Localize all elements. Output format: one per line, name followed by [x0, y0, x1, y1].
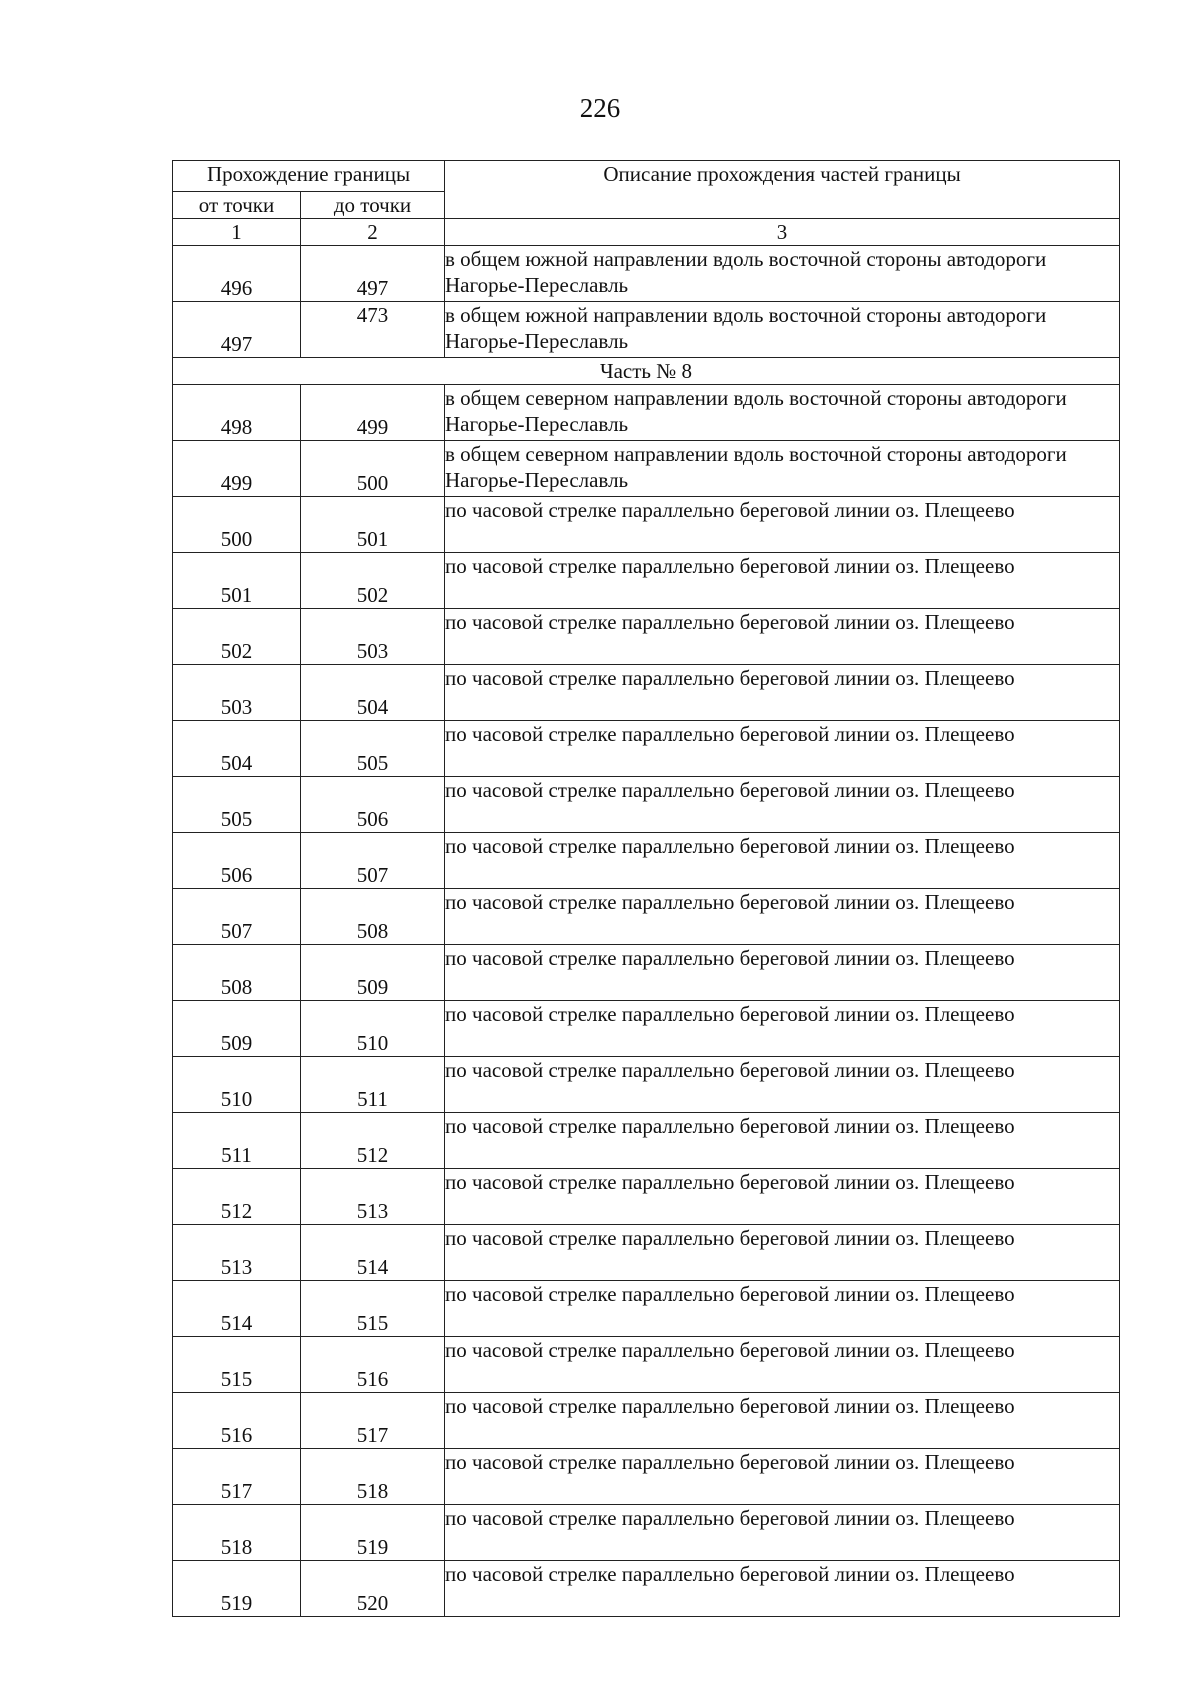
from-point-cell: 508: [173, 945, 301, 1001]
description-cell: по часовой стрелке параллельно береговой линии оз. Плещеево: [445, 1561, 1120, 1617]
to-point-cell: 519: [301, 1505, 445, 1561]
to-point-cell: 502: [301, 553, 445, 609]
from-point-cell: 498: [173, 385, 301, 441]
from-point-cell: 510: [173, 1057, 301, 1113]
description-cell: по часовой стрелке параллельно береговой линии оз. Плещеево: [445, 1001, 1120, 1057]
table-row: [173, 1225, 1120, 1281]
to-point-cell: 509: [301, 945, 445, 1001]
description-cell: в общем южной направлении вдоль восточной стороны автодороги Нагорье-Переславль: [445, 246, 1120, 302]
table-row: [173, 721, 1120, 777]
header-group-title: Прохождение границы: [173, 161, 445, 192]
table-row: [173, 945, 1120, 1001]
description-cell: по часовой стрелке параллельно береговой линии оз. Плещеево: [445, 1393, 1120, 1449]
table-row: [173, 1561, 1120, 1617]
description-cell: по часовой стрелке параллельно береговой линии оз. Плещеево: [445, 721, 1120, 777]
from-point-cell: 513: [173, 1225, 301, 1281]
page-number: 226: [579, 93, 621, 123]
part-section: [173, 358, 1120, 385]
to-point-cell: 513: [301, 1169, 445, 1225]
table-row: [173, 385, 1120, 441]
description-cell: по часовой стрелке параллельно береговой линии оз. Плещеево: [445, 1225, 1120, 1281]
table-row: [173, 441, 1120, 497]
description-cell: по часовой стрелке параллельно береговой линии оз. Плещеево: [445, 1449, 1120, 1505]
from-point-cell: 504: [173, 721, 301, 777]
description-cell: по часовой стрелке параллельно береговой линии оз. Плещеево: [445, 833, 1120, 889]
from-point-cell: 517: [173, 1449, 301, 1505]
header-from-point: от точки: [173, 192, 301, 219]
description-cell: по часовой стрелке параллельно береговой линии оз. Плещеево: [445, 665, 1120, 721]
table-row: [173, 889, 1120, 945]
description-cell: по часовой стрелке параллельно береговой линии оз. Плещеево: [445, 609, 1120, 665]
table-row: [173, 777, 1120, 833]
to-point-cell: 508: [301, 889, 445, 945]
rows-after-part: [173, 385, 1120, 1617]
to-point-cell: 506: [301, 777, 445, 833]
to-point-cell: 514: [301, 1225, 445, 1281]
to-point-cell: 503: [301, 609, 445, 665]
to-point-cell: 520: [301, 1561, 445, 1617]
from-point-cell: 506: [173, 833, 301, 889]
description-cell: по часовой стрелке параллельно береговой линии оз. Плещеево: [445, 1281, 1120, 1337]
to-point-cell: 511: [301, 1057, 445, 1113]
description-cell: по часовой стрелке параллельно береговой линии оз. Плещеево: [445, 1505, 1120, 1561]
from-point-cell: 507: [173, 889, 301, 945]
table-row: [173, 1337, 1120, 1393]
description-cell: в общем северном направлении вдоль восточной стороны автодороги Нагорье-Переславль: [445, 385, 1120, 441]
from-point-cell: 501: [173, 553, 301, 609]
from-point-cell: 518: [173, 1505, 301, 1561]
table-row: [173, 609, 1120, 665]
table-row: [173, 1281, 1120, 1337]
table-row: [173, 497, 1120, 553]
to-point-cell: 510: [301, 1001, 445, 1057]
from-point-cell: 496: [173, 246, 301, 302]
from-point-cell: 511: [173, 1113, 301, 1169]
description-cell: по часовой стрелке параллельно береговой линии оз. Плещеево: [445, 1057, 1120, 1113]
description-cell: по часовой стрелке параллельно береговой линии оз. Плещеево: [445, 945, 1120, 1001]
boundary-table: [172, 160, 1120, 1617]
description-cell: по часовой стрелке параллельно береговой линии оз. Плещеево: [445, 497, 1120, 553]
description-cell: по часовой стрелке параллельно береговой линии оз. Плещеево: [445, 889, 1120, 945]
description-cell: в общем северном направлении вдоль восточной стороны автодороги Нагорье-Переславль: [445, 441, 1120, 497]
to-point-cell: 515: [301, 1281, 445, 1337]
table-row: [173, 302, 1120, 358]
table-row: [173, 1113, 1120, 1169]
from-point-cell: 509: [173, 1001, 301, 1057]
table-row: [173, 1169, 1120, 1225]
description-cell: в общем южной направлении вдоль восточной стороны автодороги Нагорье-Переславль: [445, 302, 1120, 358]
header-col-number-1: 1: [173, 219, 301, 246]
table-row: [173, 1001, 1120, 1057]
from-point-cell: 512: [173, 1169, 301, 1225]
description-cell: по часовой стрелке параллельно береговой линии оз. Плещеево: [445, 777, 1120, 833]
to-point-cell: 507: [301, 833, 445, 889]
from-point-cell: 503: [173, 665, 301, 721]
description-cell: по часовой стрелке параллельно береговой линии оз. Плещеево: [445, 1337, 1120, 1393]
from-point-cell: 515: [173, 1337, 301, 1393]
table-row: [173, 1449, 1120, 1505]
header-col-number-3: 3: [445, 219, 1120, 246]
table-row: [173, 833, 1120, 889]
part-label: Часть № 8: [173, 358, 1120, 385]
table-row: [173, 1393, 1120, 1449]
table-row: [173, 1505, 1120, 1561]
to-point-cell: 517: [301, 1393, 445, 1449]
from-point-cell: 502: [173, 609, 301, 665]
to-point-cell: 516: [301, 1337, 445, 1393]
from-point-cell: 499: [173, 441, 301, 497]
to-point-cell: 505: [301, 721, 445, 777]
from-point-cell: 500: [173, 497, 301, 553]
from-point-cell: 497: [173, 302, 301, 358]
to-point-cell: 501: [301, 497, 445, 553]
description-cell: по часовой стрелке параллельно береговой линии оз. Плещеево: [445, 1113, 1120, 1169]
description-cell: по часовой стрелке параллельно береговой линии оз. Плещеево: [445, 553, 1120, 609]
to-point-cell: 497: [301, 246, 445, 302]
from-point-cell: 514: [173, 1281, 301, 1337]
to-point-cell: 518: [301, 1449, 445, 1505]
from-point-cell: 516: [173, 1393, 301, 1449]
table-header: [173, 161, 1120, 246]
to-point-cell: 499: [301, 385, 445, 441]
header-description: Описание прохождения частей границы: [445, 161, 1120, 219]
table-row: [173, 1057, 1120, 1113]
to-point-cell: 500: [301, 441, 445, 497]
description-cell: по часовой стрелке параллельно береговой линии оз. Плещеево: [445, 1169, 1120, 1225]
rows-before-part: [173, 246, 1120, 358]
to-point-cell: 473: [301, 302, 445, 358]
to-point-cell: 504: [301, 665, 445, 721]
header-to-point: до точки: [301, 192, 445, 219]
to-point-cell: 512: [301, 1113, 445, 1169]
header-col-number-2: 2: [301, 219, 445, 246]
table-row: [173, 246, 1120, 302]
from-point-cell: 519: [173, 1561, 301, 1617]
table-row: [173, 553, 1120, 609]
table-row: [173, 665, 1120, 721]
from-point-cell: 505: [173, 777, 301, 833]
